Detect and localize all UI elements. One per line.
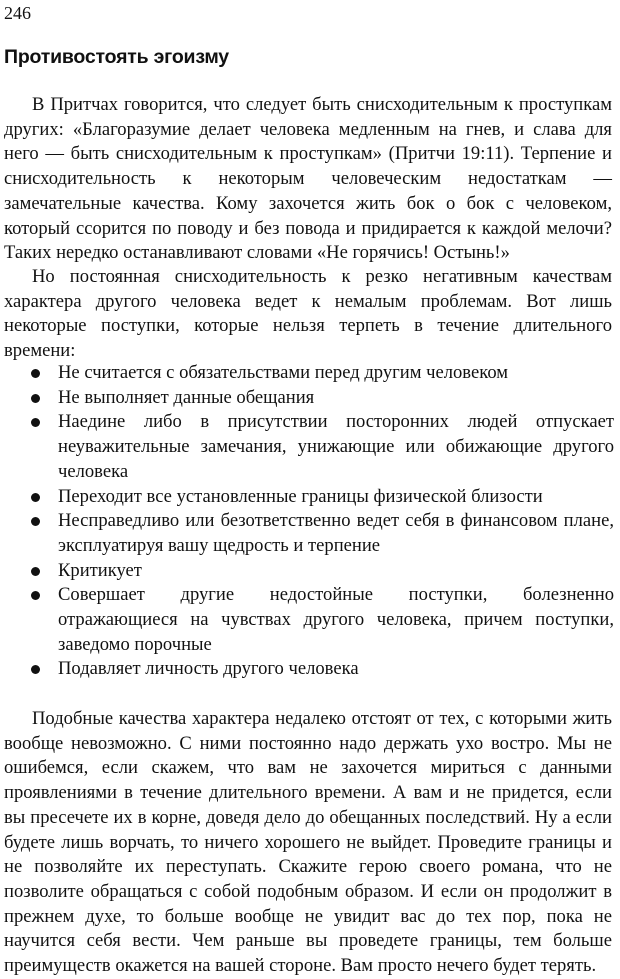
bullet-text: Совершает другие недостойные поступки, болезненно отражающиеся на чувствах другого человека, причем поступки, заведомо порочные: [58, 584, 614, 655]
bullet-item: [0, 410, 614, 484]
bullet-item: [0, 485, 614, 510]
bullet-item: [0, 361, 614, 386]
bullet-text: Критикует: [58, 559, 142, 581]
bullet-item: [0, 509, 614, 558]
bullet-item: [0, 559, 614, 584]
bullet-text: Не выполняет данные обещания: [58, 386, 315, 408]
bullet-dot-icon: [31, 567, 40, 576]
bullet-dot-icon: [31, 665, 40, 674]
section-heading: Противостоять эгоизму: [4, 46, 229, 68]
bullet-item: [0, 657, 614, 682]
paragraph: Подобные качества характера недалеко отстоят от тех, с которыми жить вообще невозможно. С ними постоянно надо держать ухо востро. Мы не ошибемся, если скажем, что вам не захочется мириться с данными проявлениями в течение длительного времени. А вам и не придется, если вы пресечете их в корне, доведя дело до обещанных последствий. Ну а если будете лишь ворчать, то ничего хорошего не выйдет. Проведите границы и не позволяйте их переступать. Скажите герою своего романа, что не позволите обращаться с собой подобным образом. И если он продолжит в прежнем духе, то больше вообще не увидит вас до тех пор, пока не научится себя вести. Чем раньше вы проведете границы, тем больше преимуществ окажется на вашей стороне. Вам просто нечего будет терять.: [4, 708, 612, 977]
bullet-dot-icon: [31, 591, 40, 600]
page-number: 246: [4, 3, 31, 23]
bullet-item: [0, 583, 614, 657]
bullet-text: Не считается с обязательствами перед другим человеком: [58, 362, 509, 383]
bullet-text: Наедине либо в присутствии посторонних людей отпускает неуважительные замечания, унижающие или обижающие другого человека: [58, 411, 614, 482]
bullet-text: Подавляет личность другого человека: [58, 658, 359, 680]
bullet-dot-icon: [31, 369, 40, 378]
bullet-dot-icon: [31, 493, 40, 502]
paragraph: В Притчах говорится, что следует быть снисходительным к проступкам других: «Благоразумие делает человека медленным на гнев, и слава для него — быть снисходительным к проступкам» (Притчи 19:11). Терпение и снисходительность к некоторым человеческим недостаткам — замечательные качества. Кому захочется жить бок о бок с человеком, который ссорится по поводу и без повода и придирается к каждой мелочи? Таких нередко останавливают словами «Не горячись! Остынь!»: [4, 94, 612, 264]
bullet-list: [0, 361, 614, 682]
bullet-dot-icon: [31, 517, 40, 526]
bullet-text: Несправедливо или безответственно ведет себя в финансовом плане, эксплуатируя вашу щедрость и терпение: [58, 510, 614, 556]
bullet-text: Переходит все установленные границы физической близости: [58, 485, 543, 507]
bullet-dot-icon: [31, 418, 40, 427]
bullet-item: [0, 386, 614, 411]
bullet-dot-icon: [31, 394, 40, 403]
paragraph: Но постоянная снисходительность к резко негативным качествам характера другого человека ведет к немалым проблемам. Вот лишь некоторые поступки, которые нельзя терпеть в течение длительного времени:: [4, 266, 612, 362]
